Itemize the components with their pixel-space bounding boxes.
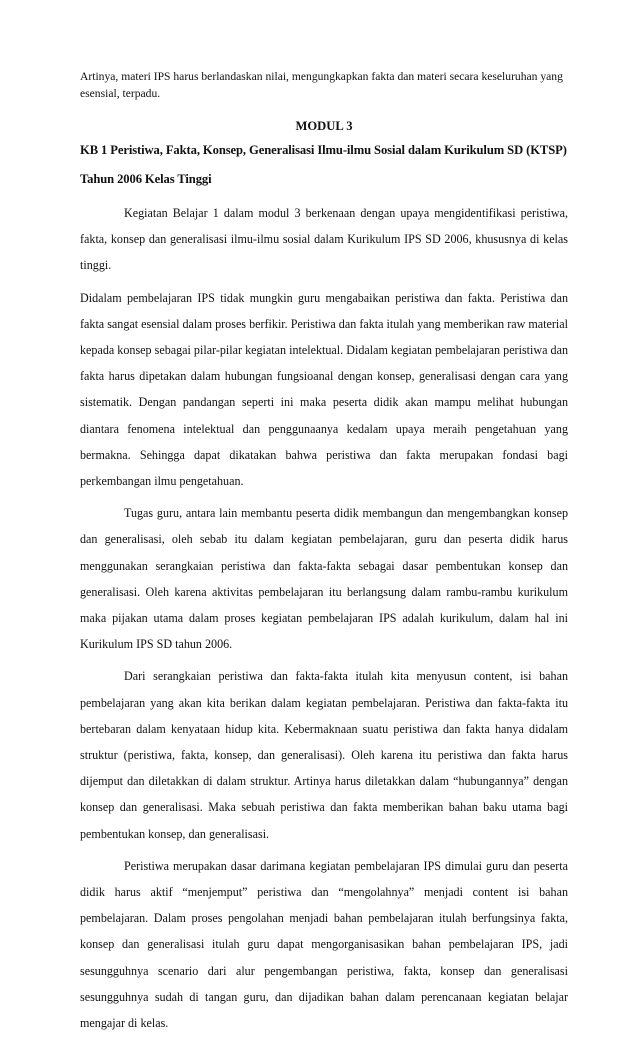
paragraph-4: Dari serangkaian peristiwa dan fakta-fakta itulah kita menyusun content, isi bahan pembelajaran yang akan kita berikan dalam kegiatan pembelajaran. Peristiwa dan fakta-fakta itu bertebaran dalam kenyataan hidup kita. Kebermaknaan suatu peristiwa dan fakta hanya didalam struktur (peristiwa, fakta, konsep, dan generalisasi). Oleh karena itu peristiwa dan fakta harus dijemput dan diletakkan di dalam struktur. Artinya harus diletakkan dalam “hubungannya” dengan konsep dan generalisasi. Maka sebuah peristiwa dan fakta memberikan bahan baku utama bagi pembentukan konsep, dan generalisasi. bbox=[80, 669, 568, 841]
module-title: MODUL 3 bbox=[295, 119, 353, 133]
paragraph-1: Kegiatan Belajar 1 dalam modul 3 berkenaan dengan upaya mengidentifikasi peristiwa, fakta, konsep dan generalisasi ilmu-ilmu sosial dalam Kurikulum IPS SD 2006, khususnya di kelas tinggi. bbox=[80, 206, 568, 273]
document-page bbox=[80, 68, 568, 1042]
intro-text: Artinya, materi IPS harus berlandaskan nilai, mengungkapkan fakta dan materi secara keseluruhan yang esensial, terpadu. bbox=[80, 70, 563, 100]
paragraph-5: Peristiwa merupakan dasar darimana kegiatan pembelajaran IPS dimulai guru dan peserta didik harus aktif “menjemput” peristiwa dan “mengolahnya” menjadi content isi bahan pembelajaran. Dalam proses pengolahan menjadi bahan pembelajaran itulah berfungsinya fakta, konsep dan generalisasi itulah guru dapat mengorganisasikan bahan pembelajaran IPS, jadi sesungguhnya scenario dari alur pengembangan peristiwa, fakta, konsep dan generalisasi sesungguhnya sudah di tangan guru, dan dijadikan bahan dalam perencanaan kegiatan belajar mengajar di kelas. bbox=[80, 858, 568, 1031]
paragraph-2: Didalam pembelajaran IPS tidak mungkin guru mengabaikan peristiwa dan fakta. Peristiwa dan fakta sangat esensial dalam proses berfikir. Peristiwa dan fakta itulah yang memberikan raw material kepada konsep sebagai pilar-pilar kegiatan intelektual. Didalam kegiatan pembelajaran peristiwa dan fakta harus dipetakan dalam hubungan fungsioanal dengan konsep, generalisasi dengan cara yang sistematik. Dengan pandangan seperti ini maka peserta didik akan mampu melihat hubungan diantara fenomena intelektual dan penggunaanya kedalam upaya meraih pengetahuan yang bermakna. Sehingga dapat dikatakan bahwa peristiwa dan fakta merupakan fondasi bagi perkembangan ilmu pengetahuan. bbox=[80, 290, 568, 489]
paragraph-3: Tugas guru, antara lain membantu peserta didik membangun dan mengembangkan konsep dan generalisasi, oleh sebab itu dalam kegiatan pembelajaran, guru dan peserta didik harus menggunakan serangkaian peristiwa dan fakta-fakta sebagai dasar pembentukan konsep dan generalisasi. Oleh karena aktivitas pembelajaran itu berlangsung dalam rambu-rambu kurikulum maka pijakan utama dalam proses kegiatan pembelajaran IPS adalah kurikulum, dalam hal ini Kurikulum IPS SD tahun 2006. bbox=[80, 506, 568, 652]
section-heading: KB 1 Peristiwa, Fakta, Konsep, Generalisasi Ilmu-ilmu Sosial dalam Kurikulum SD (KTSP) Tahun 2006 Kelas Tinggi bbox=[80, 143, 567, 186]
